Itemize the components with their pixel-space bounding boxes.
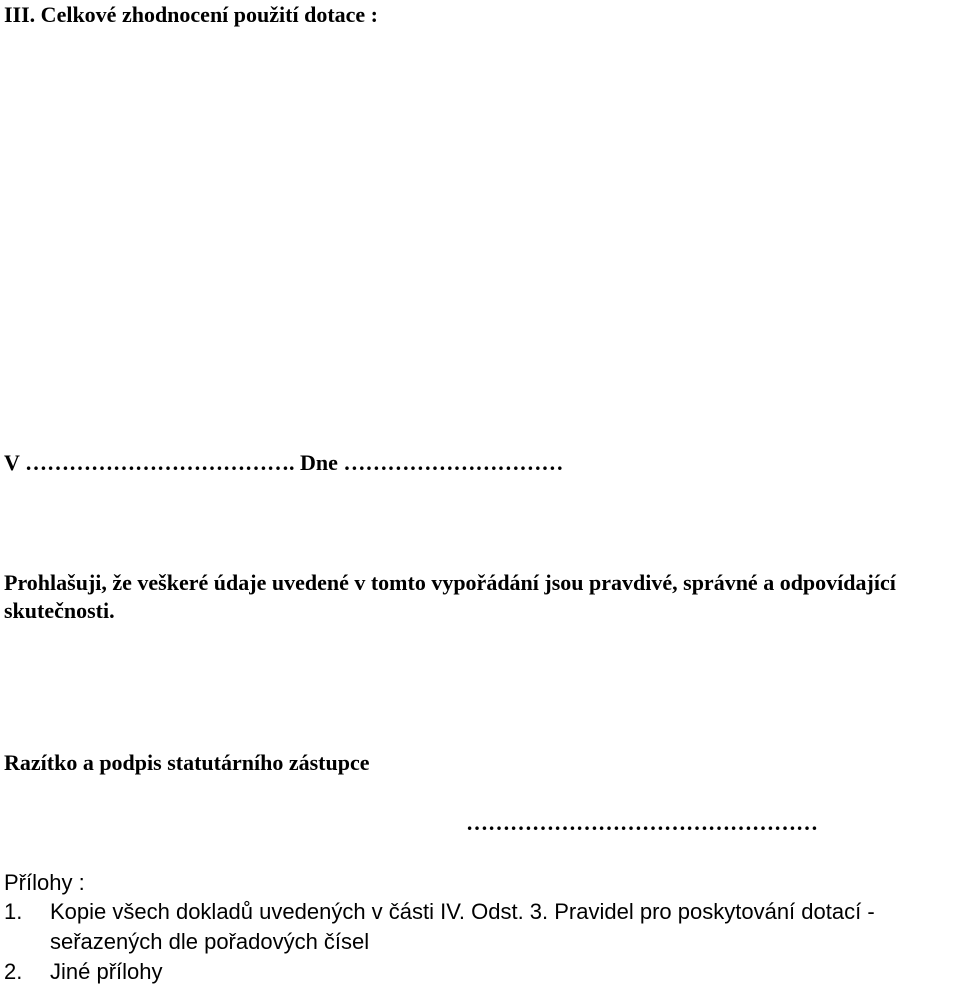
place-date-line: V ………………………………. Dne ………………………… (4, 450, 564, 475)
attachment-text-continued: seřazených dle pořadových čísel (50, 929, 370, 954)
attachment-text: Jiné přílohy (50, 959, 163, 984)
section-title: III. Celkové zhodnocení použití dotace : (4, 2, 378, 27)
attachment-number: 1. (4, 899, 23, 924)
attachment-text: Kopie všech dokladů uvedených v části IV. Odst. 3. Pravidel pro poskytování dotací - (50, 899, 875, 924)
declaration-text: Prohlašuji, že veškeré údaje uvedené v tomto vypořádání jsou pravdivé, správné a odpovídající skutečnosti. (4, 570, 896, 623)
attachment-number: 2. (4, 959, 23, 984)
signature-dotted-line: ………………………………………… (466, 810, 818, 835)
attachments-label: Přílohy : (4, 870, 85, 895)
stamp-signature-label: Razítko a podpis statutárního zástupce (4, 750, 370, 775)
